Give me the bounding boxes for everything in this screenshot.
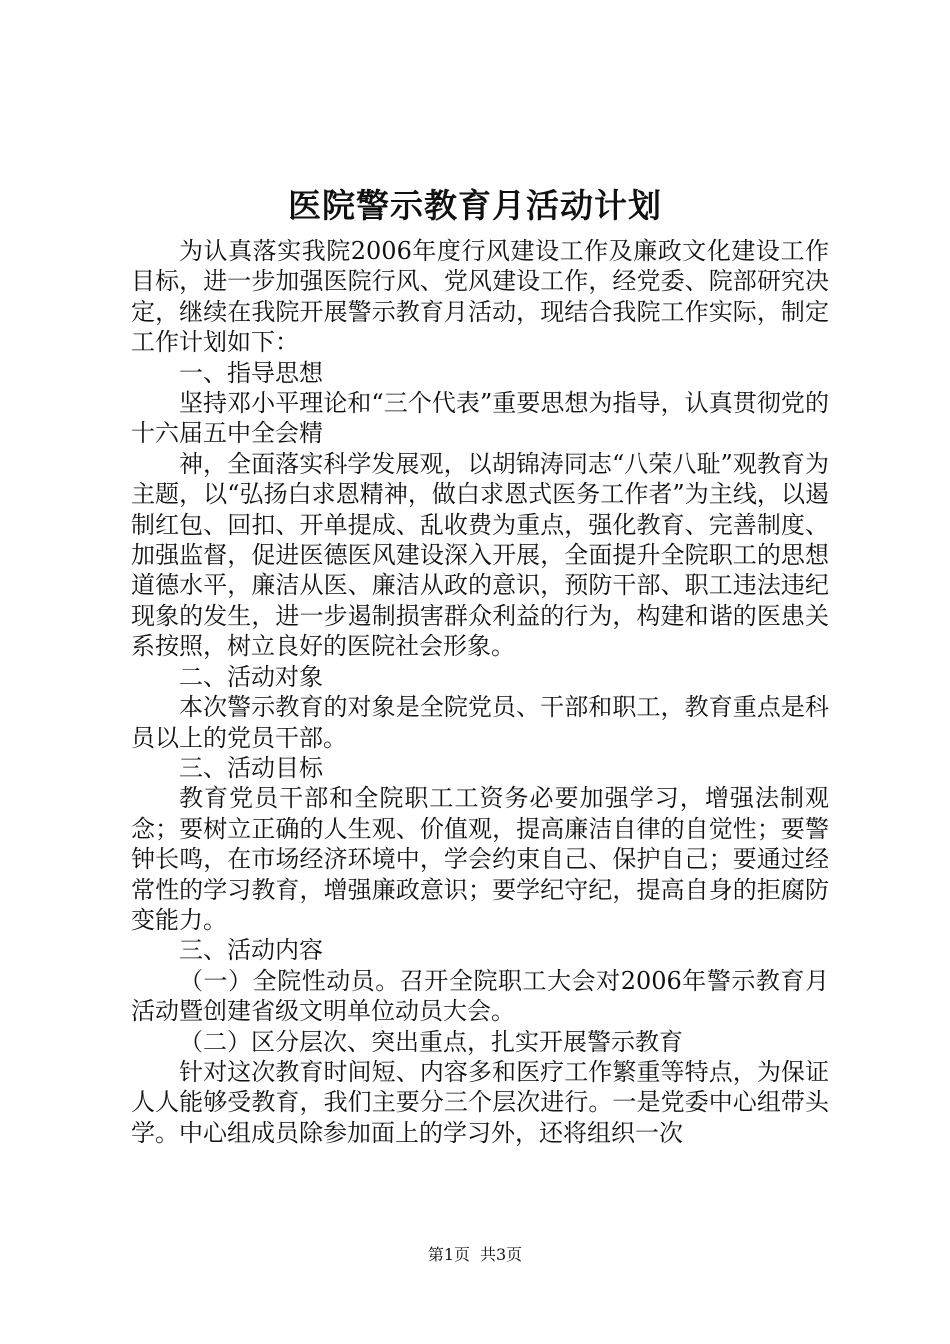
document-title: 医院警示教育月活动计划 xyxy=(288,186,662,225)
content-item-one: （一）全院性动员。召开全院职工大会对2006年警示教育月活动暨创建省级文明单位动员大会。 xyxy=(131,966,829,1026)
section-heading-guiding-thought: 一、指导思想 xyxy=(179,358,323,387)
page-number: 第1页 xyxy=(427,1245,470,1264)
section-heading-activity-content: 三、活动内容 xyxy=(179,936,323,965)
page-total: 共3页 xyxy=(480,1245,523,1264)
guiding-thought-continuation: 神，全面落实科学发展观，以胡锦涛同志“八荣八耻”观教育为主题，以“弘扬白求恩精神，做白求恩式医务工作者”为主线，以遏制红包、回扣、开单提成、乱收费为重点，强化教育、完善制度、加强监督，促进医德医风建设深入开展，全面提升全院职工的思想道德水平，廉洁从医、廉洁从政的意识，预防干部、职工违法违纪现象的发生，进一步遏制损害群众利益的行为，构建和谐的医患关系按照，树立良好的医院社会形象。 xyxy=(131,449,829,661)
section-heading-activity-target: 二、活动对象 xyxy=(179,662,323,691)
guiding-thought-paragraph: 坚持邓小平理论和“三个代表”重要思想为指导，认真贯彻党的十六届五中全会精 xyxy=(131,389,829,448)
activity-goal-paragraph: 教育党员干部和全院职工工资务必要加强学习，增强法制观念；要树立正确的人生观、价值观，提高廉洁自律的自觉性；要警钟长鸣，在市场经济环境中，学会约束自己、保护自己；要通过经常性的学习教育，增强廉政意识；要学纪守纪，提高自身的拒腐防变能力。 xyxy=(131,784,829,934)
content-item-two-paragraph: 针对这次教育时间短、内容多和医疗工作繁重等特点，为保证人人能够受教育，我们主要分三个层次进行。一是党委中心组带头学。中心组成员除参加面上的学习外，还将组织一次 xyxy=(131,1057,829,1147)
section-heading-activity-goal: 三、活动目标 xyxy=(179,753,323,782)
activity-target-paragraph: 本次警示教育的对象是全院党员、干部和职工，教育重点是科员以上的党员干部。 xyxy=(131,693,829,752)
document-body xyxy=(131,236,829,1148)
content-item-two: （二）区分层次、突出重点，扎实开展警示教育 xyxy=(179,1027,683,1056)
page-footer xyxy=(0,1244,950,1266)
intro-paragraph: 为认真落实我院2006年度行风建设工作及廉政文化建设工作目标，进一步加强医院行风、党风建设工作，经党委、院部研究决定，继续在我院开展警示教育月活动，现结合我院工作实际，制定工作计划如下： xyxy=(131,237,829,357)
